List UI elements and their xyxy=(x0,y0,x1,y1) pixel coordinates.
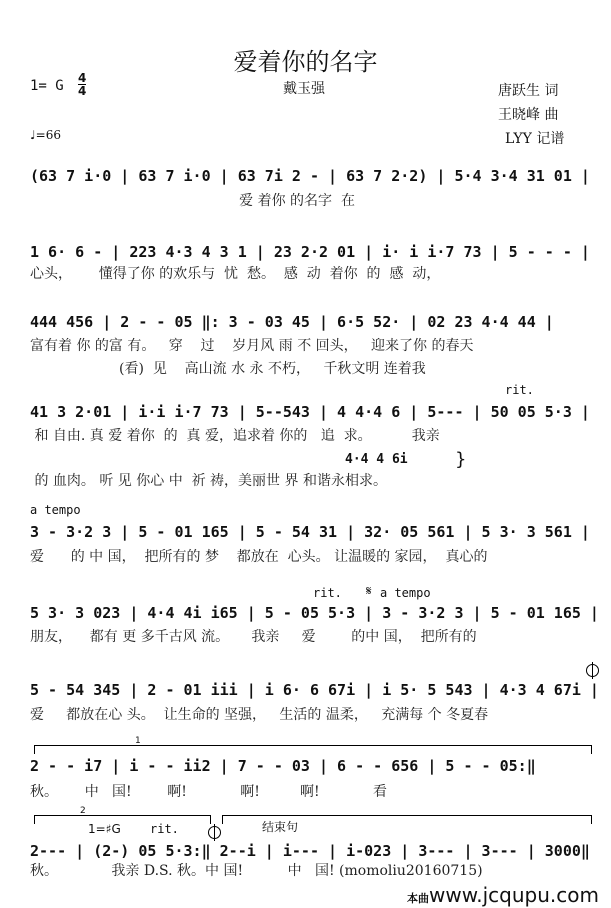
alt-phrase-lyrics: 的 血肉。 听 见 你心 中 祈 祷，美丽世 界 和谐永相求。 xyxy=(30,473,387,489)
volta-1-label: 1 xyxy=(135,736,141,746)
watermark-url: www.jcqupu.com xyxy=(429,883,599,907)
tempo-marking: ♩=66 xyxy=(30,128,61,142)
key-signature: 1= G xyxy=(30,78,64,94)
coda-icon-2 xyxy=(208,826,221,839)
lyric-line-8: 秋。 中 国! 啊! 啊! 啊! 看 xyxy=(30,784,388,800)
lyric-line-3b: (看) 见 高山流 水 永 不朽， 千秋文明 连着我 xyxy=(30,361,426,377)
coda-icon xyxy=(586,664,599,677)
lyricist: 唐跃生 词 xyxy=(498,83,559,99)
notation-line-1: (63 7 i·0 | 63 7 i·0 | 63 7i 2 - | 63 7 2·2) | 5·4 3·4 31 01 | xyxy=(30,167,590,185)
ending-label: 结束句 xyxy=(262,820,299,834)
lyric-line-4: 和 自由. 真 爱 着你 的 真 爱，追求着 你的 追 求。 我亲 xyxy=(30,428,440,444)
lyric-line-5: 爱 的 中 国， 把所有的 梦 都放在 心头。 让温暖的 家园， 真心的 xyxy=(30,549,488,565)
segno-icon: 𝄋 xyxy=(366,584,372,599)
song-title: 爱着你的名字 xyxy=(233,48,378,76)
transcriber: LYY 记谱 xyxy=(505,131,565,147)
lyric-line-6: 朋友， 都有 更 多千古风 流。 我亲 爱 的中 国， 把所有的 xyxy=(30,629,477,645)
rit-mark: rit. xyxy=(505,383,534,397)
notation-line-7: 5 - 54 345 | 2 - 01 iii | i 6· 6 67i | i 5· 5 543 | 4·3 4 67i | xyxy=(30,681,599,699)
composer: 王晓峰 曲 xyxy=(498,107,559,123)
lyric-line-1: 爱 着你 的名字 在 xyxy=(30,193,355,209)
alt-phrase-notes: 4·4 4 6i xyxy=(345,452,408,467)
rit-mark-2: rit. xyxy=(313,586,342,600)
notation-line-9: 2--- | (2-) 05 5·3:‖ 2--i | i--- | i-023 | 3--- | 3--- | 3000‖ xyxy=(30,842,590,860)
notation-line-3: 444 456 | 2 - - 05 ‖: 3 - 03 45 | 6·5 52· | 02 23 4·4 44 | xyxy=(30,313,554,331)
singer: 戴玉强 xyxy=(283,81,325,97)
brace: } xyxy=(455,449,467,470)
lyric-line-9: 秋。 我亲 D.S. 秋。中 国! 中 国! (momoliu20160715) xyxy=(30,863,483,879)
watermark xyxy=(403,884,603,908)
lyric-line-2: 心头， 懂得了你 的欢乐与 忧 愁。 感 动 着你 的 感 动， xyxy=(30,266,441,282)
a-tempo-mark-2: a tempo xyxy=(380,586,431,600)
notation-line-6: 5 3· 3 023 | 4·4 4i i65 | 5 - 05 5·3 | 3 - 3·2 3 | 5 - 01 165 | xyxy=(30,604,599,622)
volta-2-bracket xyxy=(34,806,211,824)
time-signature xyxy=(78,72,86,97)
lyric-line-7: 爱 都放在心 头。 让生命的 坚强， 生活的 温柔， 充满每 个 冬夏春 xyxy=(30,707,489,723)
time-sig-top: 4 xyxy=(78,71,87,85)
key-change: 1=♯G xyxy=(88,822,121,836)
notation-line-8: 2 - - i7 | i - - ii2 | 7 - - 03 | 6 - - 656 | 5 - - 05:‖ xyxy=(30,757,536,775)
rit-mark-3: rit. xyxy=(150,822,179,836)
volta-2-label: 2 xyxy=(80,806,86,816)
volta-1-bracket xyxy=(34,736,592,754)
notation-line-2: 1 6· 6 - | 223 4·3 4 3 1 | 23 2·2 01 | i· i i·7 73 | 5 - - - | xyxy=(30,243,590,261)
lyric-line-3a: 富有着 你 的富 有。 穿 过 岁月风 雨 不 回头， 迎来了你 的春天 xyxy=(30,338,474,354)
time-sig-bottom: 4 xyxy=(78,84,87,98)
notation-line-5: 3 - 3·2 3 | 5 - 01 165 | 5 - 54 31 | 32· 05 561 | 5 3· 3 561 | xyxy=(30,523,590,541)
watermark-prefix: 本曲 xyxy=(407,892,430,905)
notation-line-4: 41 3 2·01 | i·i i·7 73 | 5--543 | 4 4·4 6 | 5--- | 50 05 5·3 | xyxy=(30,403,590,421)
a-tempo-mark: a tempo xyxy=(30,503,81,517)
